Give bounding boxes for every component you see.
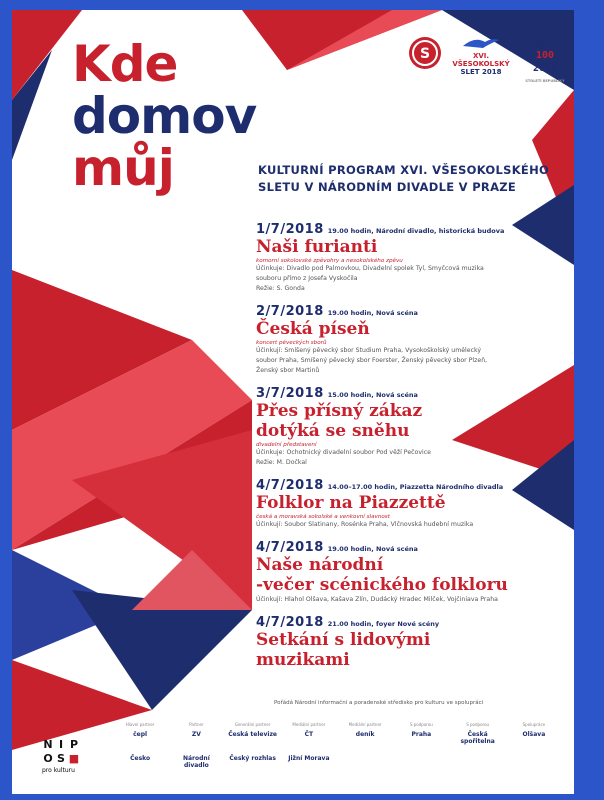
event-date-line — [256, 536, 556, 555]
partner-logo — [281, 722, 337, 747]
slet-line-2: VŠESOKOLSKÝ — [452, 60, 510, 68]
partner-name: čepl — [133, 731, 148, 738]
event-date-line — [256, 218, 556, 237]
partner-caption: Hlavní partner — [125, 722, 155, 727]
event-date-line — [256, 382, 556, 401]
year-2018: 2018 — [532, 63, 558, 74]
partner-caption: S podporou — [466, 722, 490, 727]
partner-name: Olšava — [522, 731, 546, 738]
event-text: Účinkují: Smíšený pěvecký sbor Studium Praha, Vysokoškolský umělecký — [256, 347, 482, 354]
event-item — [256, 474, 556, 530]
slet-logo — [452, 36, 510, 76]
nipos-letters — [42, 738, 90, 765]
event-meta: 19.00 hodin, Nová scéna — [327, 309, 418, 317]
partner-name: ZV — [191, 731, 201, 738]
event-subtitle: česká a moravská sokolské a venkovní slavnost — [256, 514, 390, 520]
slet-line-1: XVI. — [472, 52, 490, 60]
event-meta: 14.00–17.00 hodin, Piazzetta Národního divadla — [327, 483, 504, 491]
event-meta: 21.00 hodin, foyer Nové scény — [327, 620, 440, 628]
event-text: Ženský sbor Martinů — [256, 367, 320, 374]
event-text: Účinkují: Soubor Slatinany, Rosénka Praha, Vlčnovská hudební muzika — [256, 521, 474, 528]
event-title: muzikami — [256, 650, 350, 670]
partner-logo — [281, 751, 337, 771]
nipos-letter: O — [43, 752, 53, 765]
event-subtitle: komorní sokolovské zpěvohry a nesokolského zpěvu — [256, 258, 403, 264]
partner-logo — [225, 722, 281, 747]
partner-caption: Partner — [189, 722, 204, 727]
event-date-line — [256, 300, 556, 319]
event-date: 3/7/2018 — [256, 386, 324, 401]
subtitle-line-1: KULTURNÍ PROGRAM XVI. VŠESOKOLSKÉHO — [258, 163, 550, 177]
event-title: Naše národní — [256, 555, 384, 575]
event-text: Režie: S. Gonda — [256, 285, 305, 292]
event-date: 4/7/2018 — [256, 478, 324, 493]
event-title: -večer scénického folkloru — [256, 575, 508, 595]
nipos-letter: P — [69, 738, 79, 751]
nipos-label: pro kulturu — [42, 767, 75, 774]
partner-logo — [393, 722, 449, 747]
event-meta: 19.00 hodin, Národní divadlo, historická budova — [327, 227, 505, 235]
partner-name: deník — [355, 731, 375, 738]
bird-icon — [461, 36, 501, 50]
title-line-3: můj — [72, 139, 174, 197]
sokol-emblem-icon — [408, 36, 442, 70]
event-meta: 19.00 hodin, Nová scéna — [327, 545, 418, 553]
event-item — [256, 218, 556, 294]
event-title: Folklor na Piazzettě — [256, 493, 446, 513]
partner-name: Praha — [411, 731, 432, 738]
partner-name: Česko — [130, 755, 151, 762]
event-item — [256, 536, 556, 605]
partner-name: Jižní Morava — [288, 755, 330, 762]
event-text: soubor Praha, Smíšený pěvecký sbor Foerster, Ženský pěvecký sbor Plzeň, — [256, 357, 488, 364]
partner-logo — [112, 751, 168, 771]
event-date-line — [256, 611, 556, 630]
partner-logos — [112, 722, 562, 771]
nipos-letter: I — [58, 738, 64, 751]
partner-logo — [337, 722, 393, 747]
events-list — [256, 218, 556, 676]
partner-logo — [168, 751, 224, 771]
event-meta: 15.00 hodin, Nová scéna — [327, 391, 418, 399]
year-1918: 1918 — [532, 37, 558, 48]
program-subtitle — [258, 162, 549, 196]
event-date: 1/7/2018 — [256, 222, 324, 237]
partner-caption: S podporou — [409, 722, 433, 727]
event-subtitle: koncert pěveckých sborů — [256, 340, 327, 346]
event-item — [256, 300, 556, 376]
partner-name: Český rozhlas — [229, 755, 276, 762]
event-text: Účinkuje: Divadlo pod Palmovkou, Divadelní spolek Tyl, Smyčcová muzika — [256, 265, 484, 272]
event-text: Režie: M. Dočkal — [256, 459, 307, 466]
partner-caption: Generální partner — [234, 722, 271, 727]
event-title: Přes přísný zákaz — [256, 401, 423, 421]
event-title: dotýká se sněhu — [256, 421, 410, 441]
partner-logo — [225, 751, 281, 771]
partner-name: Národní divadlo — [182, 755, 210, 769]
event-title: Setkání s lidovými — [256, 630, 431, 650]
nipos-letter: N — [43, 738, 53, 751]
partner-logo — [506, 722, 562, 747]
centenary-logo — [522, 36, 568, 88]
event-item — [256, 382, 556, 468]
event-title: Naši furianti — [256, 237, 378, 257]
title-line-1: Kde — [72, 35, 178, 93]
nipos-letter: S — [57, 752, 65, 765]
footer-note: Pořádá Národní informační a poradenské středisko pro kulturu ve spolupráci — [274, 700, 484, 706]
partner-caption: Mediální partner — [348, 722, 382, 727]
event-subtitle: divadelní představení — [256, 442, 317, 448]
svg-text:S: S — [419, 46, 431, 62]
event-item — [256, 611, 556, 670]
event-date: 4/7/2018 — [256, 615, 324, 630]
event-date: 4/7/2018 — [256, 540, 324, 555]
event-date: 2/7/2018 — [256, 304, 324, 319]
poster — [12, 10, 574, 794]
subtitle-line-2: SLETU V NÁRODNÍM DIVADLE V PRAZE — [258, 180, 517, 194]
event-text: souboru přímo z Josefa Vyskočila — [256, 275, 358, 282]
year-100: 100 — [535, 50, 555, 61]
partner-name: Česká televize — [228, 731, 277, 738]
partner-logo — [450, 722, 506, 747]
nipos-logo — [42, 738, 90, 774]
partner-name: Česká spořitelna — [460, 731, 495, 745]
event-text: Účinkují: Hlahol Olšava, Kašava Zlín, Dudácký Hradec Milček, Vojčiniava Praha — [256, 596, 498, 603]
partner-name: ČT — [304, 731, 314, 738]
partner-logo — [112, 722, 168, 747]
year-caption: STOLETÍ REPUBLIKY — [525, 79, 565, 83]
event-date-line — [256, 474, 556, 493]
partner-caption: Spolupráce — [522, 722, 546, 727]
nipos-letter: ■ — [68, 752, 80, 765]
slet-line-3: SLET 2018 — [460, 68, 502, 76]
poster-title — [72, 35, 257, 197]
partner-logo — [168, 722, 224, 747]
title-line-2: domov — [72, 87, 257, 145]
partner-caption: Mediální partner — [292, 722, 326, 727]
event-title: Česká píseň — [256, 319, 370, 339]
event-text: Účinkuje: Ochotnický divadelní soubor Pod věží Pečovice — [256, 449, 431, 456]
